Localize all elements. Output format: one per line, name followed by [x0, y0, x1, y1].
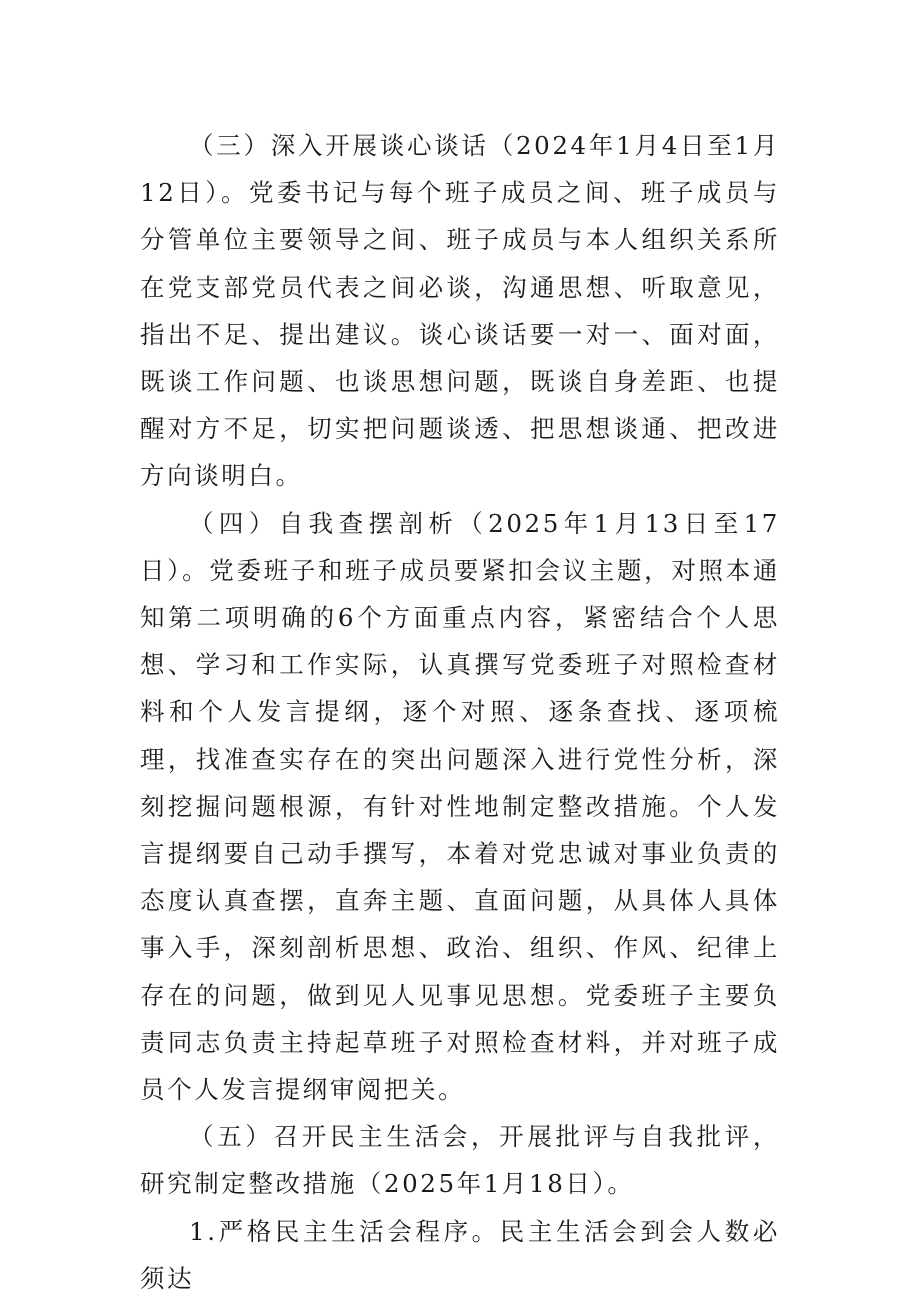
paragraph-meeting: （五）召开民主生活会，开展批评与自我批评，研究制定整改措施（2025年1月18日）。: [140, 1122, 780, 1199]
paragraph-self-review: （四）自我查摆剖析（2025年1月13日至17日）。党委班子和班子成员要紧扣会议主题，对照本通知第二项明确的6个方面重点内容，紧密结合个人思想、学习和工作实际，认真撰写党委班子对照检查材料和个人发言提纲，逐个对照、逐条查找、逐项梳理，找准查实存在的突出问题深入进行党性分析，深刻挖掘问题根源，有针对性地制定整改措施。个人发言提纲要自己动手撰写，本着对党忠诚对事业负责的态度认真查摆，直奔主题、直面问题，从具体人具体事入手，深刻剖析思想、政治、组织、作风、纪律上存在的问题，做到见人见事见思想。党委班子主要负责同志负责主持起草班子对照检查材料，并对班子成员个人发言提纲审阅把关。: [140, 508, 780, 1105]
document-body: [140, 122, 780, 1302]
paragraph-procedure: 1.严格民主生活会程序。民主生活会到会人数必须达: [140, 1216, 780, 1293]
paragraph-talks: （三）深入开展谈心谈话（2024年1月4日至1月12日）。党委书记与每个班子成员之间、班子成员与分管单位主要领导之间、班子成员与本人组织关系所在党支部党员代表之间必谈，沟通思想、听取意见，指出不足、提出建议。谈心谈话要一对一、面对面，既谈工作问题、也谈思想问题，既谈自身差距、也提醒对方不足，切实把问题谈透、把思想谈通、把改进方向谈明白。: [140, 131, 780, 491]
